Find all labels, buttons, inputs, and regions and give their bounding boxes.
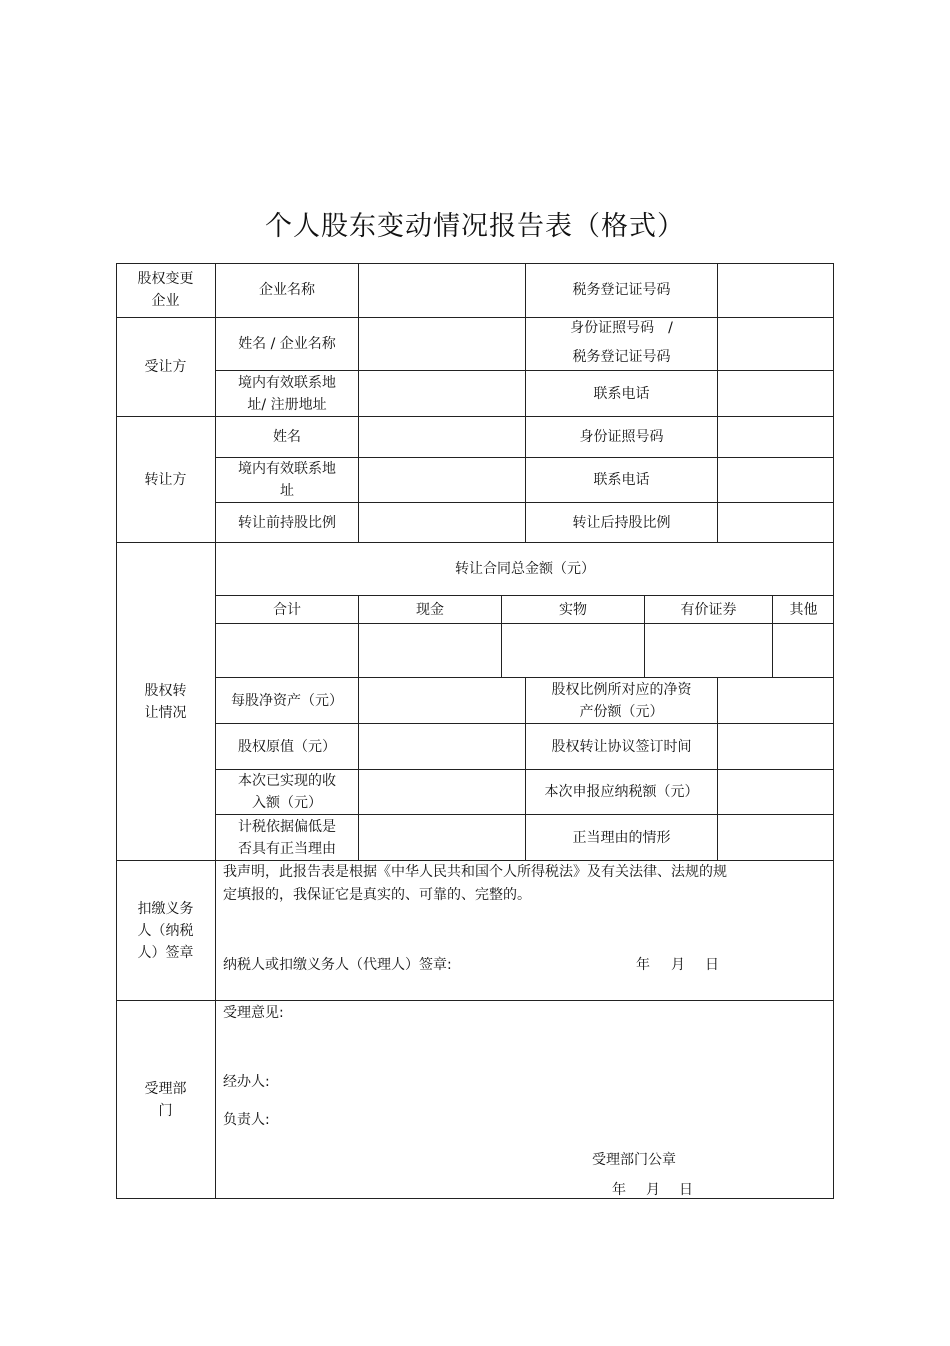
withholding-section-label (116, 861, 215, 1000)
transfer-section-label (116, 543, 215, 860)
tax-reg-no-label: 税务登记证号码 (572, 282, 671, 298)
company-name-field[interactable] (359, 263, 525, 317)
equity-net-line2: 产份额（元） (579, 703, 664, 720)
transferee-id-label (526, 316, 717, 370)
signature-year: 年 (636, 957, 650, 973)
page-title: 个人股东变动情况报告表（格式） (265, 211, 685, 242)
transferor-phone-label: 联系电话 (593, 472, 650, 488)
income-label (216, 770, 358, 814)
ratio-after-field[interactable] (718, 503, 834, 542)
equity-net-line1: 股权比例所对应的净资 (551, 681, 692, 698)
column-total: 合计 (273, 601, 301, 618)
transferor-address-field[interactable] (359, 458, 525, 502)
withholding-label-line1: 扣缴义务 (137, 900, 194, 917)
low-basis-line2: 否具有正当理由 (238, 840, 336, 857)
contract-total-label: 转让合同总金额（元） (455, 561, 595, 577)
acceptance-label-line2: 门 (158, 1103, 173, 1119)
net-asset-label: 每股净资产（元） (231, 692, 343, 709)
transferee-name-field[interactable] (359, 318, 525, 370)
securities-amount-field[interactable] (645, 624, 772, 677)
acceptance-day: 日 (679, 1182, 693, 1198)
transferee-id-field[interactable] (718, 318, 834, 370)
transferee-id-line2: 税务登记证号码 (572, 349, 671, 365)
handler-label: 经办人: (223, 1074, 270, 1090)
transferor-name-label: 姓名 (273, 429, 301, 445)
total-amount-field[interactable] (216, 624, 358, 677)
transferee-id-line1: 身份证照号码 / (570, 320, 673, 336)
acceptance-year: 年 (612, 1182, 626, 1198)
net-asset-field[interactable] (359, 678, 525, 723)
income-field[interactable] (359, 770, 525, 814)
transferee-address-field[interactable] (359, 371, 525, 416)
other-amount-field[interactable] (773, 624, 834, 677)
transfer-label-line1: 股权转 (144, 682, 187, 699)
transferor-address-line2: 址 (280, 483, 294, 499)
transferor-address-line1: 境内有效联系地 (238, 461, 336, 477)
company-name-label: 企业名称 (259, 282, 315, 298)
transferor-phone-field[interactable] (718, 458, 834, 502)
withholding-label-line2: 人（纳税 (137, 922, 194, 939)
income-line1: 本次已实现的收 (238, 773, 336, 789)
acceptance-label-line1: 受理部 (144, 1081, 187, 1097)
enterprise-section-label (116, 263, 215, 317)
transferor-section-label: 转让方 (144, 471, 187, 488)
ratio-before-label: 转让前持股比例 (238, 514, 336, 531)
transferee-section-label: 受让方 (144, 359, 187, 375)
enterprise-label-line2: 企业 (151, 293, 180, 309)
report-form (116, 263, 834, 1199)
transferee-phone-field[interactable] (718, 371, 834, 416)
sign-time-label: 股权转让协议签订时间 (551, 738, 692, 755)
original-value-field[interactable] (359, 724, 525, 769)
equity-net-field[interactable] (718, 678, 834, 723)
declaration-line2: 定填报的，我保证它是真实的、可靠的、完整的。 (223, 887, 531, 903)
equity-net-label (526, 678, 717, 723)
transferor-id-field[interactable] (718, 417, 834, 457)
transferor-id-label: 身份证照号码 (579, 429, 664, 445)
acceptance-opinion-label: 受理意见: (223, 1005, 284, 1021)
responsible-label: 负责人: (223, 1112, 270, 1128)
transferee-address-label (216, 371, 358, 416)
cash-amount-field[interactable] (359, 624, 501, 677)
acceptance-month: 月 (646, 1182, 660, 1198)
justification-label: 正当理由的情形 (572, 829, 671, 846)
low-basis-field[interactable] (359, 815, 525, 860)
column-other: 其他 (789, 601, 818, 618)
original-value-label: 股权原值（元） (238, 738, 336, 755)
ratio-after-label: 转让后持股比例 (572, 514, 671, 531)
low-basis-line1: 计税依据偏低是 (238, 818, 336, 835)
transferee-address-line2: 址/ 注册地址 (247, 396, 327, 413)
signature-day: 日 (705, 957, 719, 973)
column-goods: 实物 (559, 601, 587, 618)
taxpayer-signature-label: 纳税人或扣缴义务人（代理人）签章: (223, 957, 452, 973)
transferor-address-label (216, 458, 358, 502)
acceptance-section-label (116, 1001, 215, 1199)
ratio-before-field[interactable] (359, 503, 525, 542)
enterprise-label-line1: 股权变更 (137, 271, 194, 287)
sign-time-field[interactable] (718, 724, 834, 769)
signature-month: 月 (671, 957, 685, 973)
low-basis-label (216, 815, 358, 860)
department-seal-label: 受理部门公章 (592, 1152, 676, 1168)
transferor-name-field[interactable] (359, 417, 525, 457)
transferee-address-line1: 境内有效联系地 (238, 374, 336, 391)
tax-declared-field[interactable] (718, 770, 834, 814)
tax-declared-label: 本次申报应纳税额（元） (544, 784, 699, 800)
column-securities: 有价证券 (680, 601, 737, 618)
transferee-name-label: 姓名 / 企业名称 (238, 336, 336, 352)
transferee-phone-label: 联系电话 (593, 385, 650, 402)
income-line2: 入额（元） (252, 795, 322, 811)
withholding-label-line3: 人）签章 (137, 944, 194, 961)
transfer-label-line2: 让情况 (144, 704, 187, 721)
tax-reg-no-field[interactable] (718, 263, 834, 317)
declaration-line1: 我声明，此报告表是根据《中华人民共和国个人所得税法》及有关法律、法规的规 (223, 864, 727, 880)
column-cash: 现金 (416, 601, 444, 618)
goods-amount-field[interactable] (502, 624, 644, 677)
justification-field[interactable] (718, 815, 834, 860)
